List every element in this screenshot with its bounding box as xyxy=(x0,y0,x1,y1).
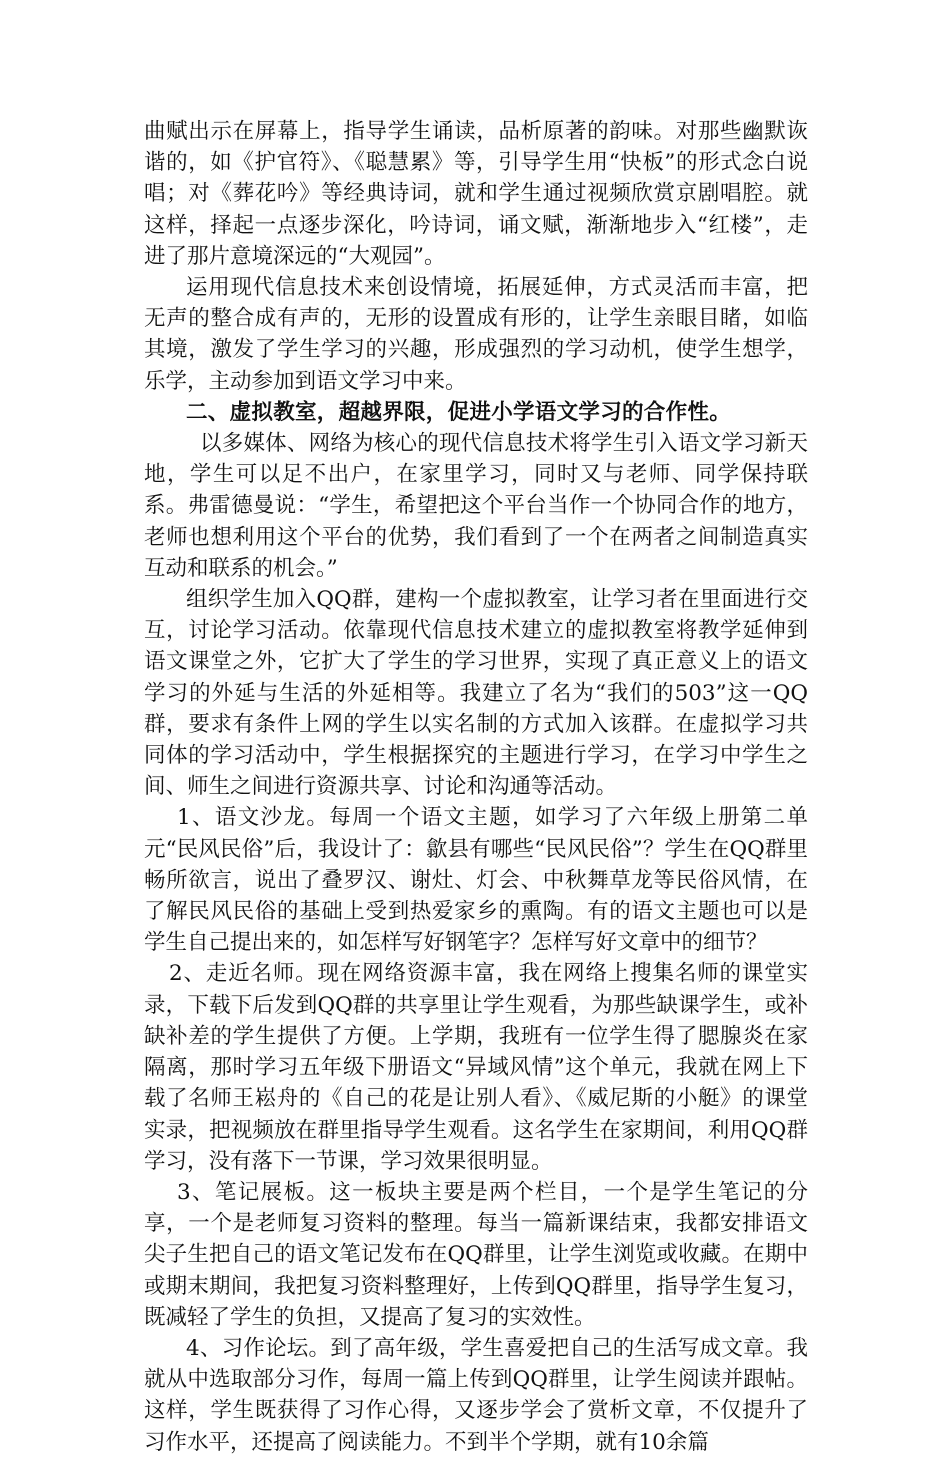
document-page xyxy=(144,116,808,1458)
section-heading: 二、虚拟教室，超越界限，促进小学语文学习的合作性。 xyxy=(186,399,732,425)
paragraph-continuation: 曲赋出示在屏幕上，指导学生诵读，品析原著的韵味。对那些幽默诙谐的，如《护官符》、《聪慧累》等，引导学生用“快板”的形式念白说唱；对《葬花吟》等经典诗词，就和学生通过视频欣赏京剧唱腔。就这样，择起一点逐步深化，吟诗词，诵文赋，渐渐地步入“红楼”，走进了那片意境深远的“大观园”。 xyxy=(144,119,808,269)
paragraph-item-2: 2、走近名师。现在网络资源丰富，我在网络上搜集名师的课堂实录，下载下后发到QQ群的共享里让学生观看，为那些缺课学生，或补缺补差的学生提供了方便。上学期，我班有一位学生得了腮腺炎在家隔离，那时学习五年级下册语文“异域风情”这个单元，我就在网上下载了名师王崧舟的《自己的花是让别人看》、《威尼斯的小艇》的课堂实录，把视频放在群里指导学生观看。这名学生在家期间，利用QQ群学习，没有落下一节课，学习效果很明显。 xyxy=(144,961,808,1174)
paragraph-item-3: 3、笔记展板。这一板块主要是两个栏目，一个是学生笔记的分享，一个是老师复习资料的整理。每当一篇新课结束，我都安排语文尖子生把自己的语文笔记发布在QQ群里，让学生浏览或收藏。在期中或期末期间，我把复习资料整理好，上传到QQ群里，指导学生复习，既减轻了学生的负担，又提高了复习的实效性。 xyxy=(144,1179,808,1330)
paragraph-item-1: 1、语文沙龙。每周一个语文主题，如学习了六年级上册第二单元“民风民俗”后，我设计了：歙县有哪些“民风民俗”？学生在QQ群里畅所欲言，说出了叠罗汉、谢灶、灯会、中秋舞草龙等民俗风情，在了解民风民俗的基础上受到热爱家乡的熏陶。有的语文主题也可以是学生自己提出来的，如怎样写好钢笔字？怎样写好文章中的细节？ xyxy=(144,805,808,956)
paragraph-summary: 运用现代信息技术来创设情境，拓展延伸，方式灵活而丰富，把无声的整合成有声的，无形的设置成有形的，让学生亲眼目睹，如临其境，激发了学生学习的兴趣，形成强烈的学习动机，使学生想学，乐学，主动参加到语文学习中来。 xyxy=(144,275,808,394)
paragraph-qq-group: 组织学生加入QQ群，建构一个虚拟教室，让学习者在里面进行交互，讨论学习活动。依靠现代信息技术建立的虚拟教室将教学延伸到语文课堂之外，它扩大了学生的学习世界，实现了真正意义上的语文学习的外延与生活的外延相等。我建立了名为“我们的503”这一QQ群，要求有条件上网的学生以实名制的方式加入该群。在虚拟学习共同体的学习活动中，学生根据探究的主题进行学习，在学习中学生之间、师生之间进行资源共享、讨论和沟通等活动。 xyxy=(144,587,808,800)
paragraph-item-4: 4、习作论坛。到了高年级，学生喜爱把自己的生活写成文章。我就从中选取部分习作，每周一篇上传到QQ群里，让学生阅读并跟帖。这样，学生既获得了习作心得，又逐步学会了赏析文章，不仅提升了习作水平，还提高了阅读能力。不到半个学期，就有10余篇 xyxy=(144,1335,808,1455)
paragraph-intro: 以多媒体、网络为核心的现代信息技术将学生引入语文学习新天地，学生可以足不出户，在家里学习，同时又与老师、同学保持联系。弗雷德曼说：“学生，希望把这个平台当作一个协同合作的地方，老师也想利用这个平台的优势，我们看到了一个在两者之间制造真实互动和联系的机会。” xyxy=(144,431,808,581)
